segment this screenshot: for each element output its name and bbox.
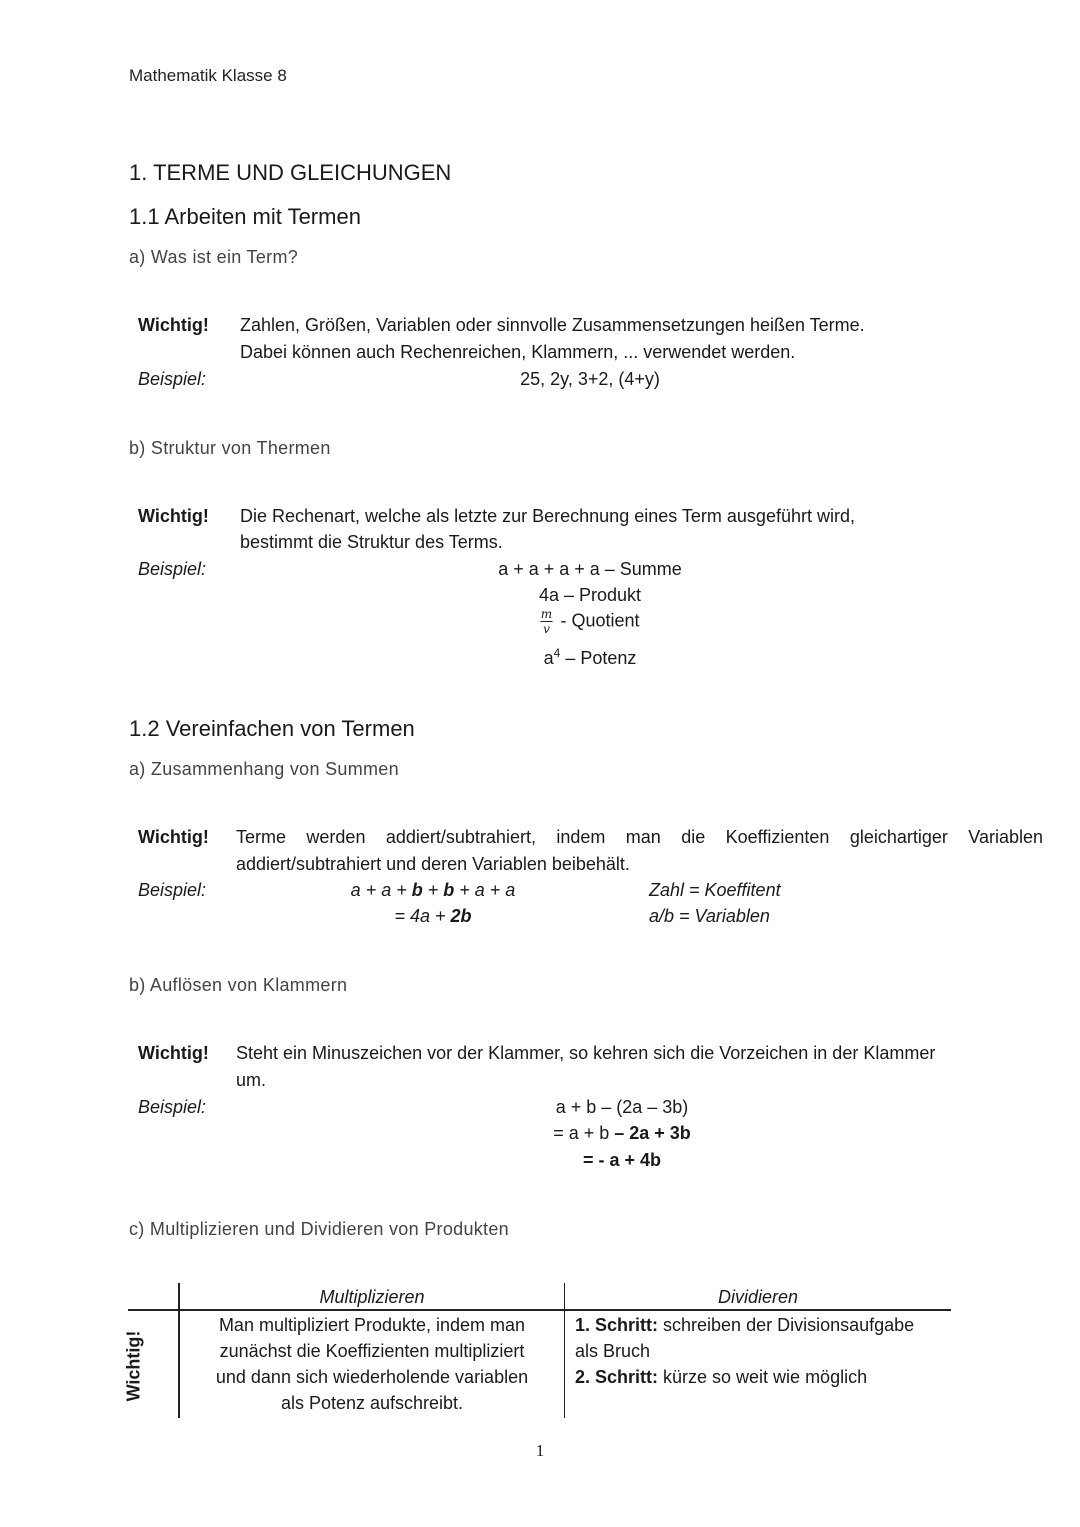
section-1-2-a-heading: a) Zusammenhang von Summen <box>129 759 399 779</box>
structure-definition-line2: bestimmt die Struktur des Terms. <box>240 532 503 552</box>
sum-example-line2: = 4a + 2b <box>394 906 472 926</box>
example-power: $a^4$ – Potenz <box>543 646 637 668</box>
sum-example-line1: a + a + b + b + a + a <box>350 880 516 900</box>
multiplizieren-rule: Man multipliziert Produkte, indem man zunächst die Koeffizienten multipliziert und dann sich wiederholende variablen als Potenz aufschreibt. <box>215 1315 529 1413</box>
section-1-2-title: 1.2 Vereinfachen von Termen <box>129 716 415 741</box>
term-definition-line1: Zahlen, Größen, Variablen oder sinnvolle Zusammensetzungen heißen Terme. <box>240 315 865 335</box>
note-variables: a/b = Variablen <box>649 906 770 926</box>
section-1-2-c-heading: c) Multiplizieren und Dividieren von Produkten <box>129 1219 509 1239</box>
example-sum: a + a + a + a – Summe <box>498 559 682 579</box>
term-definition-line2: Dabei können auch Rechenreichen, Klammern, ... verwendet werden. <box>240 342 796 362</box>
sum-rule-line1: Terme werden addiert/subtrahiert, indem man die Koeffizienten gleichartiger Variablen <box>236 827 1043 847</box>
table-wichtig-label: Wichtig! <box>123 1330 144 1402</box>
wichtig-label: Wichtig! <box>138 315 209 335</box>
col-header-dividieren: Dividieren <box>717 1287 799 1307</box>
example-product: 4a – Produkt <box>538 585 642 605</box>
step-1: 1. Schritt: schreiben der Divisionsaufgabe <box>575 1315 915 1335</box>
bracket-example-line1: a + b – (2a – 3b) <box>555 1097 689 1117</box>
section-1-2-b-heading: b) Auflösen von Klammern <box>129 975 348 995</box>
col-header-multiplizieren: Multiplizieren <box>319 1287 425 1307</box>
dividieren-rule: 1. Schritt: schreiben der Divisionsaufgabe als Bruch 2. Schritt: kürze so weit wie möglich <box>575 1312 951 1390</box>
term-example: 25, 2y, 3+2, (4+y) <box>520 369 660 389</box>
page-header: Mathematik Klasse 8 <box>129 66 287 85</box>
structure-definition-line1: Die Rechenart, welche als letzte zur Berechnung eines Term ausgeführt wird, <box>240 506 855 526</box>
bracket-example-line3: = - a + 4b <box>582 1150 662 1170</box>
page-number: 1 <box>535 1441 545 1460</box>
beispiel-label: Beispiel: <box>138 369 207 389</box>
example-quotient: $\frac{m}{v}$ - Quotient <box>540 607 640 636</box>
fraction-m-over-v: $\frac{m}{v}$ <box>540 607 553 636</box>
beispiel-label: Beispiel: <box>138 559 207 579</box>
step-2: 2. Schritt: kürze so weit wie möglich <box>575 1367 868 1387</box>
wichtig-label: Wichtig! <box>138 506 209 526</box>
sum-rule-line2: addiert/subtrahiert und deren Variablen beibehält. <box>236 854 630 874</box>
wichtig-label: Wichtig! <box>138 827 209 847</box>
section-1-1-a-heading: a) Was ist ein Term? <box>129 247 299 267</box>
chapter-title: 1. TERME UND GLEICHUNGEN <box>129 160 452 185</box>
bracket-rule-line1: Steht ein Minuszeichen vor der Klammer, so kehren sich die Vorzeichen in der Klammer <box>236 1043 936 1063</box>
section-1-1-b-heading: b) Struktur von Thermen <box>129 438 331 458</box>
section-1-1-title: 1.1 Arbeiten mit Termen <box>129 204 361 229</box>
bracket-example-line2: = a + b – 2a + 3b <box>553 1123 691 1143</box>
note-coefficient: Zahl = Koeffitent <box>649 880 781 900</box>
bracket-rule-line2: um. <box>236 1070 267 1090</box>
wichtig-label: Wichtig! <box>138 1043 209 1063</box>
beispiel-label: Beispiel: <box>138 880 207 900</box>
beispiel-label: Beispiel: <box>138 1097 207 1117</box>
